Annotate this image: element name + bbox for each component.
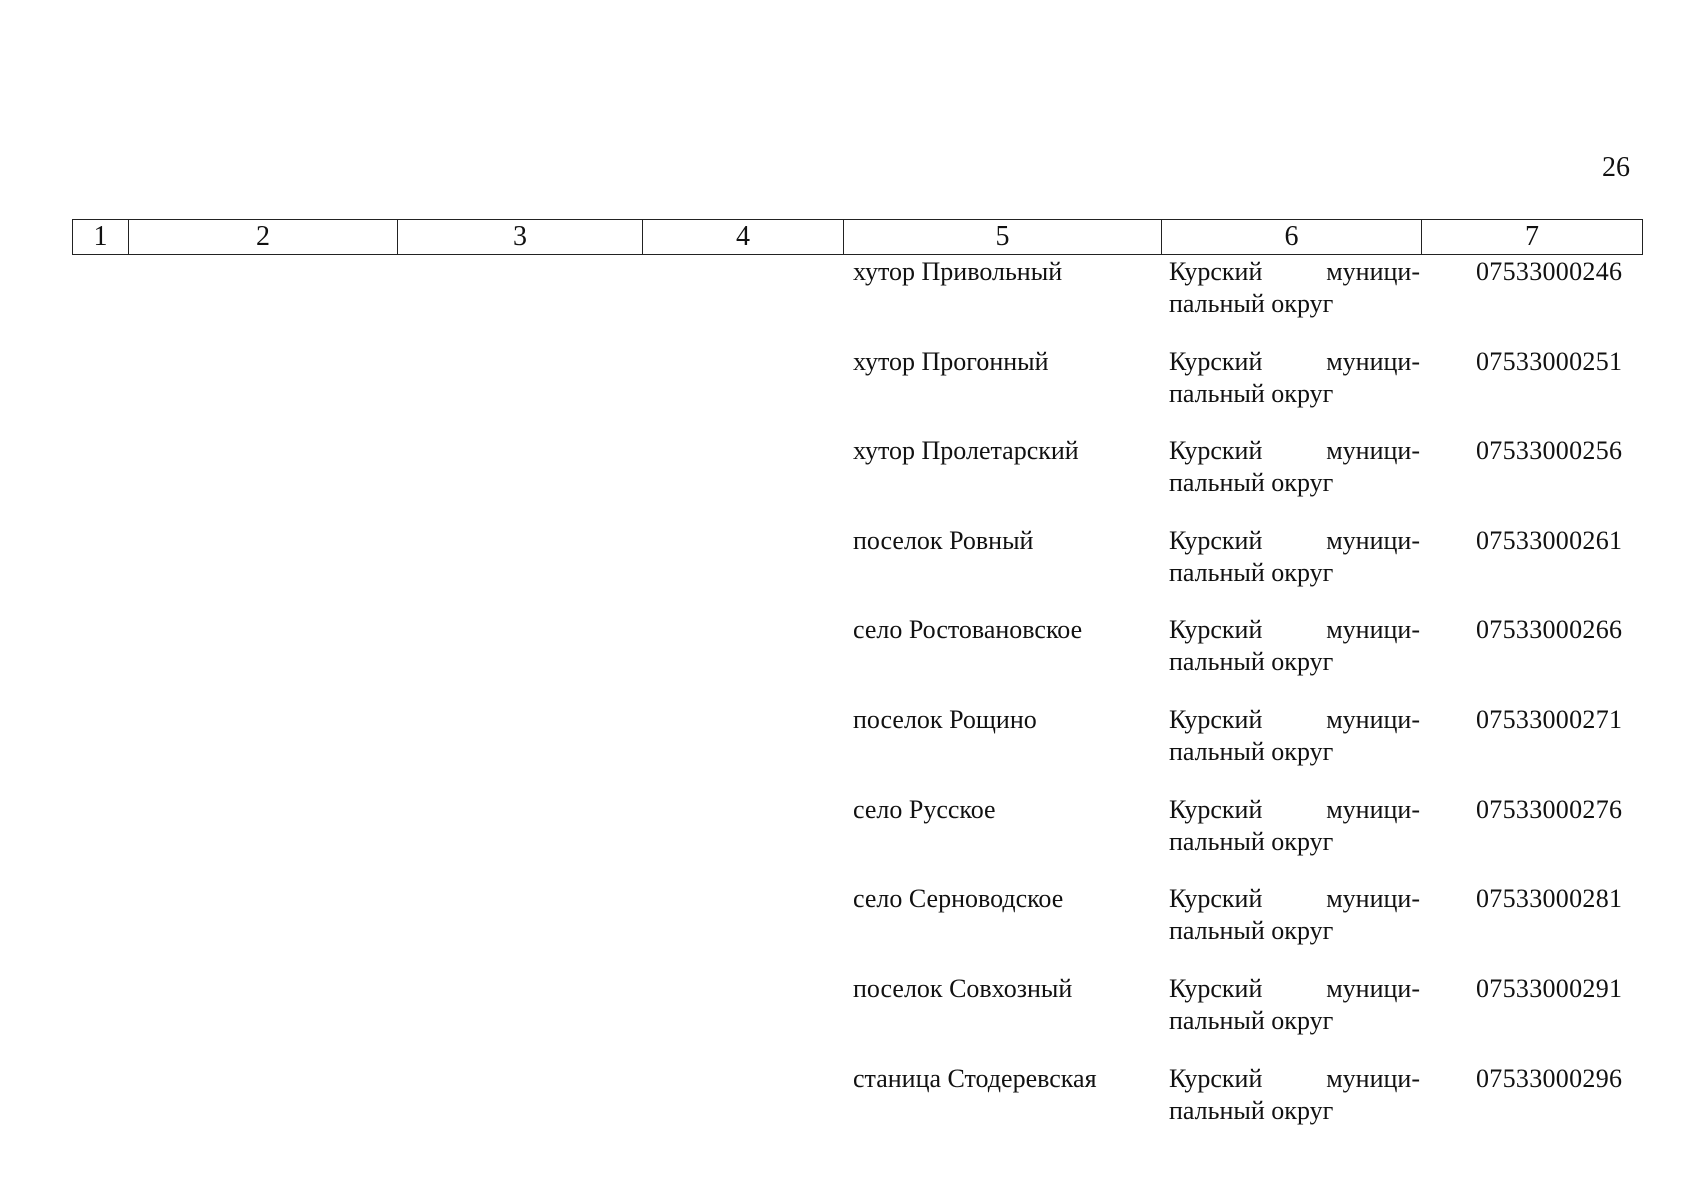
oktmo-code: 07533000296 <box>1476 1064 1623 1093</box>
table-row <box>0 525 1692 605</box>
column-header-4: 4 <box>643 220 844 255</box>
district-line: пальный округ <box>1169 289 1334 318</box>
district-line: пальный округ <box>1169 468 1334 497</box>
municipal-district <box>1169 614 1420 678</box>
district-line: пальный округ <box>1169 1006 1334 1035</box>
municipal-district <box>1169 883 1420 947</box>
oktmo-code: 07533000251 <box>1476 347 1623 376</box>
column-header-2: 2 <box>129 220 398 255</box>
oktmo-code: 07533000276 <box>1476 795 1623 824</box>
district-line: пальный округ <box>1169 558 1334 587</box>
table-row <box>0 794 1692 874</box>
district-word: Курский <box>1169 257 1263 286</box>
district-line: пальный округ <box>1169 379 1334 408</box>
district-word: муници- <box>1326 436 1420 465</box>
settlement-name: поселок Совхозный <box>853 974 1073 1003</box>
table-row <box>0 704 1692 784</box>
settlement-name: хутор Привольный <box>853 257 1063 286</box>
settlement-name: село Ростовановское <box>853 615 1083 644</box>
column-header-5: 5 <box>844 220 1162 255</box>
district-word: Курский <box>1169 436 1263 465</box>
table-row <box>0 256 1692 336</box>
district-word: муници- <box>1326 884 1420 913</box>
district-word: Курский <box>1169 615 1263 644</box>
column-header-row <box>72 219 1643 255</box>
oktmo-code: 07533000266 <box>1476 615 1623 644</box>
district-line: пальный округ <box>1169 647 1334 676</box>
district-line: пальный округ <box>1169 737 1334 766</box>
district-word: Курский <box>1169 347 1263 376</box>
district-word: муници- <box>1326 795 1420 824</box>
district-word: Курский <box>1169 526 1263 555</box>
table-row <box>0 614 1692 694</box>
oktmo-code: 07533000271 <box>1476 705 1623 734</box>
district-line: пальный округ <box>1169 916 1334 945</box>
municipal-district <box>1169 525 1420 589</box>
settlement-name: станица Стодеревская <box>853 1064 1097 1093</box>
page-number: 26 <box>1602 152 1630 183</box>
oktmo-code: 07533000291 <box>1476 974 1623 1003</box>
table-row <box>0 346 1692 426</box>
table-row <box>0 883 1692 963</box>
settlement-name: село Серноводское <box>853 884 1064 913</box>
municipal-district <box>1169 435 1420 499</box>
district-word: муници- <box>1326 347 1420 376</box>
column-header-6: 6 <box>1162 220 1422 255</box>
table-row <box>0 435 1692 515</box>
district-word: муници- <box>1326 974 1420 1003</box>
municipal-district <box>1169 794 1420 858</box>
municipal-district <box>1169 256 1420 320</box>
district-word: Курский <box>1169 705 1263 734</box>
district-word: муници- <box>1326 705 1420 734</box>
municipal-district <box>1169 1063 1420 1127</box>
district-word: муници- <box>1326 1064 1420 1093</box>
municipal-district <box>1169 704 1420 768</box>
municipal-district <box>1169 973 1420 1037</box>
municipal-district <box>1169 346 1420 410</box>
oktmo-code: 07533000246 <box>1476 257 1623 286</box>
settlement-name: хутор Прогонный <box>853 347 1049 376</box>
district-word: Курский <box>1169 795 1263 824</box>
oktmo-code: 07533000256 <box>1476 436 1623 465</box>
table-row <box>0 973 1692 1053</box>
settlement-name: поселок Рощино <box>853 705 1037 734</box>
district-word: муници- <box>1326 526 1420 555</box>
oktmo-code: 07533000261 <box>1476 526 1623 555</box>
district-word: Курский <box>1169 974 1263 1003</box>
oktmo-code: 07533000281 <box>1476 884 1623 913</box>
settlement-name: хутор Пролетарский <box>853 436 1079 465</box>
settlement-name: село Русское <box>853 795 996 824</box>
district-line: пальный округ <box>1169 827 1334 856</box>
table-row <box>0 1063 1692 1143</box>
settlement-name: поселок Ровный <box>853 526 1034 555</box>
district-line: пальный округ <box>1169 1096 1334 1125</box>
district-word: Курский <box>1169 1064 1263 1093</box>
district-word: муници- <box>1326 615 1420 644</box>
district-word: Курский <box>1169 884 1263 913</box>
column-header-3: 3 <box>398 220 643 255</box>
column-header-1: 1 <box>73 220 129 255</box>
district-word: муници- <box>1326 257 1420 286</box>
column-header-7: 7 <box>1422 220 1643 255</box>
